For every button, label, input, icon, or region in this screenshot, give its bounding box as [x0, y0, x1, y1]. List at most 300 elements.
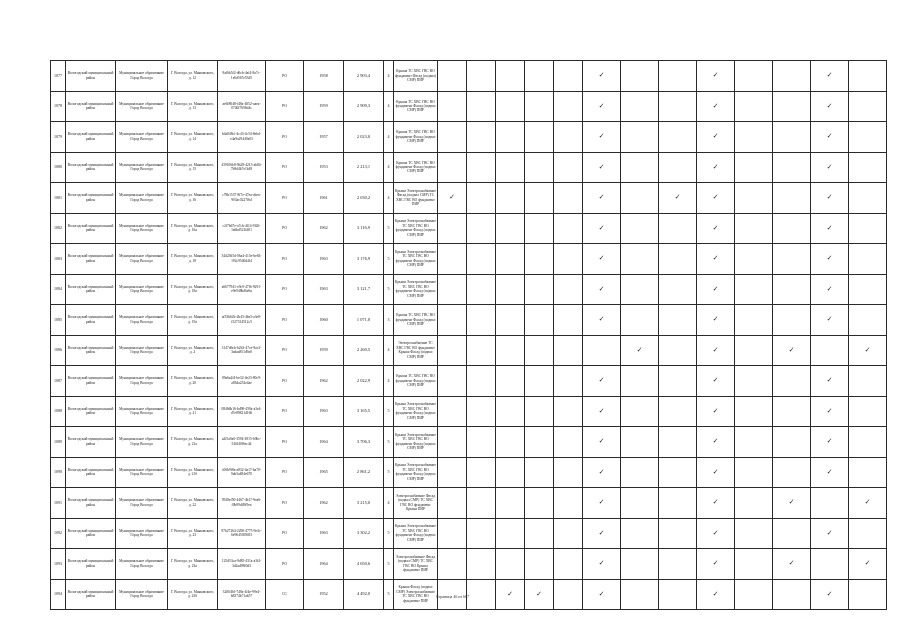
empty-cell — [659, 213, 697, 244]
table-row — [51, 305, 887, 336]
check-mark-icon: ✓ — [697, 488, 735, 519]
check-mark-icon: ✓ — [811, 244, 849, 275]
check-mark-icon: ✓ — [811, 122, 849, 153]
floors-cell: 5 — [384, 518, 394, 549]
empty-cell — [438, 366, 467, 397]
empty-cell — [773, 183, 811, 214]
empty-cell — [554, 396, 583, 427]
row-number: 1093 — [51, 549, 66, 580]
check-mark-icon: ✓ — [811, 91, 849, 122]
table-row — [51, 122, 887, 153]
empty-cell — [773, 518, 811, 549]
empty-cell — [496, 152, 525, 183]
check-mark-icon: ✓ — [697, 152, 735, 183]
row-number: 1091 — [51, 488, 66, 519]
guid-cell: 439106b0-9b28-4213-ab84-7b9d4b7e1b49 — [218, 152, 266, 183]
works-cell: Крыша Электроснабжение ТС ХВС ГВС ВО фундамент Фасад (подвал СМР) ПИР — [394, 457, 438, 488]
empty-cell — [554, 427, 583, 458]
address-cell: Г. Вологда, ул. Маяковского, д. 16 — [168, 183, 218, 214]
empty-cell — [621, 488, 659, 519]
address-cell: Г. Вологда, ул. Маяковского, д. 2 — [168, 335, 218, 366]
building-type-cell: РО — [266, 122, 304, 153]
empty-cell — [467, 396, 496, 427]
empty-cell — [525, 335, 554, 366]
check-mark-icon: ✓ — [583, 91, 621, 122]
area-cell: 3 165,5 — [344, 396, 384, 427]
check-mark-icon: ✓ — [697, 427, 735, 458]
empty-cell — [467, 488, 496, 519]
check-mark-icon: ✓ — [583, 244, 621, 275]
empty-cell — [849, 213, 887, 244]
empty-cell — [849, 122, 887, 153]
district-cell: Вологодский муниципальный район — [66, 335, 116, 366]
check-mark-icon: ✓ — [773, 549, 811, 580]
empty-cell — [621, 183, 659, 214]
empty-cell — [773, 396, 811, 427]
row-number: 1079 — [51, 122, 66, 153]
floors-cell: 5 — [384, 549, 394, 580]
works-cell: Крыша Электроснабжение ТС ХВС ГВС ВО фундамент Фасад (подвал СМР) ПИР — [394, 213, 438, 244]
empty-cell — [554, 183, 583, 214]
empty-cell — [773, 61, 811, 92]
row-number: 1094 — [51, 579, 66, 610]
empty-cell — [496, 183, 525, 214]
floors-cell: 5 — [384, 457, 394, 488]
empty-cell — [554, 274, 583, 305]
check-mark-icon: ✓ — [811, 61, 849, 92]
empty-cell — [735, 488, 773, 519]
empty-cell — [438, 335, 467, 366]
empty-cell — [659, 91, 697, 122]
row-number: 1088 — [51, 396, 66, 427]
empty-cell — [583, 335, 621, 366]
district-cell: Вологодский муниципальный район — [66, 457, 116, 488]
floors-cell: 5 — [384, 579, 394, 610]
empty-cell — [496, 305, 525, 336]
building-type-cell: РО — [266, 335, 304, 366]
empty-cell — [849, 61, 887, 92]
check-mark-icon: ✓ — [697, 213, 735, 244]
floors-cell: 4 — [384, 122, 394, 153]
check-mark-icon: ✓ — [697, 274, 735, 305]
year-cell: 1961 — [304, 183, 344, 214]
empty-cell — [735, 549, 773, 580]
year-cell: 1959 — [304, 335, 344, 366]
check-mark-icon: ✓ — [811, 305, 849, 336]
floors-cell: 4 — [384, 152, 394, 183]
check-mark-icon: ✓ — [659, 183, 697, 214]
empty-cell — [659, 61, 697, 92]
address-cell: Г. Вологда, ул. Маяковского, д. 23а — [168, 549, 218, 580]
floors-cell: 4 — [384, 488, 394, 519]
year-cell: 1963 — [304, 396, 344, 427]
empty-cell — [621, 274, 659, 305]
empty-cell — [773, 244, 811, 275]
district-cell: Вологодский муниципальный район — [66, 122, 116, 153]
empty-cell — [735, 366, 773, 397]
guid-cell: c2f7b67e-a7cb-4f14-9f26-1a6bd521fd01 — [218, 213, 266, 244]
address-cell: Г. Вологда, ул. Маяковского, д. 18 — [168, 244, 218, 275]
table-row — [51, 396, 887, 427]
year-cell: 1962 — [304, 366, 344, 397]
empty-cell — [438, 457, 467, 488]
check-mark-icon: ✓ — [697, 366, 735, 397]
empty-cell — [621, 305, 659, 336]
empty-cell — [525, 274, 554, 305]
area-cell: 3 302,2 — [344, 518, 384, 549]
guid-cell: c78b1537-8f7e-47ea-abea-903ac0227f6d — [218, 183, 266, 214]
building-type-cell: РО — [266, 305, 304, 336]
works-cell: Крыша Фасад (подвал СМР) Электроснабжение ТС ХВС ГВС ВО фундамент ПИР — [394, 579, 438, 610]
municipality-cell: Муниципальное образование Город Вологда — [116, 213, 168, 244]
empty-cell — [525, 213, 554, 244]
area-cell: 2 861,2 — [344, 457, 384, 488]
empty-cell — [554, 549, 583, 580]
empty-cell — [496, 274, 525, 305]
empty-cell — [621, 122, 659, 153]
building-type-cell: РО — [266, 396, 304, 427]
empty-cell — [659, 518, 697, 549]
empty-cell — [659, 335, 697, 366]
year-cell: 1952 — [304, 579, 344, 610]
district-cell: Вологодский муниципальный район — [66, 488, 116, 519]
empty-cell — [773, 305, 811, 336]
empty-cell — [525, 91, 554, 122]
empty-cell — [735, 61, 773, 92]
works-cell: Крыша ТС ХВС ГВС ВО фундамент Фасад (подвал СМР) ПИР — [394, 305, 438, 336]
area-cell: 2 903,4 — [344, 61, 384, 92]
empty-cell — [554, 61, 583, 92]
row-number: 1092 — [51, 518, 66, 549]
guid-cell: 97b27264-2290-4775-9e4c-6e96450f5683 — [218, 518, 266, 549]
year-cell: 1963 — [304, 244, 344, 275]
check-mark-icon: ✓ — [697, 457, 735, 488]
empty-cell — [621, 213, 659, 244]
row-number: 1086 — [51, 335, 66, 366]
empty-cell — [659, 396, 697, 427]
check-mark-icon: ✓ — [697, 183, 735, 214]
check-mark-icon: ✓ — [773, 488, 811, 519]
table-row — [51, 457, 887, 488]
empty-cell — [773, 152, 811, 183]
empty-cell — [525, 427, 554, 458]
check-mark-icon: ✓ — [583, 122, 621, 153]
district-cell: Вологодский муниципальный район — [66, 518, 116, 549]
empty-cell — [554, 91, 583, 122]
empty-cell — [621, 366, 659, 397]
empty-cell — [554, 152, 583, 183]
empty-cell — [525, 61, 554, 92]
empty-cell — [735, 518, 773, 549]
check-mark-icon: ✓ — [583, 518, 621, 549]
empty-cell — [621, 152, 659, 183]
empty-cell — [496, 122, 525, 153]
year-cell: 1964 — [304, 549, 344, 580]
table-row — [51, 152, 887, 183]
empty-cell — [467, 518, 496, 549]
area-cell: 2 909,3 — [344, 91, 384, 122]
check-mark-icon: ✓ — [697, 305, 735, 336]
check-mark-icon: ✓ — [811, 183, 849, 214]
empty-cell — [735, 91, 773, 122]
district-cell: Вологодский муниципальный район — [66, 61, 116, 92]
check-mark-icon: ✓ — [811, 396, 849, 427]
page-footer: Страница 46 из 667 — [435, 594, 470, 599]
empty-cell — [659, 305, 697, 336]
building-type-cell: РО — [266, 274, 304, 305]
check-mark-icon: ✓ — [811, 213, 849, 244]
empty-cell — [438, 518, 467, 549]
works-cell: Крыша Электроснабжение ТС ХВС ГВС ВО фундамент Фасад (подвал СМР) ПИР — [394, 427, 438, 458]
building-type-cell: СС — [266, 579, 304, 610]
municipality-cell: Муниципальное образование Город Вологда — [116, 61, 168, 92]
empty-cell — [525, 457, 554, 488]
municipality-cell: Муниципальное образование Город Вологда — [116, 518, 168, 549]
empty-cell — [773, 122, 811, 153]
empty-cell — [849, 305, 887, 336]
empty-cell — [659, 366, 697, 397]
address-cell: Г. Вологда, ул. Маяковского, д. 19а — [168, 305, 218, 336]
check-mark-icon: ✓ — [849, 488, 887, 519]
check-mark-icon: ✓ — [811, 579, 849, 610]
check-mark-icon: ✓ — [849, 549, 887, 580]
empty-cell — [554, 244, 583, 275]
year-cell: 1963 — [304, 518, 344, 549]
empty-cell — [525, 518, 554, 549]
address-cell: Г. Вологда, ул. Маяковского, д. 13 — [168, 91, 218, 122]
municipality-cell: Муниципальное образование Город Вологда — [116, 366, 168, 397]
empty-cell — [525, 549, 554, 580]
guid-cell: b4a848cf-4c43-4c54-8ebd-e4a9a29449a03 — [218, 122, 266, 153]
empty-cell — [849, 152, 887, 183]
address-cell: Г. Вологда, ул. Маяковского, д. 22 — [168, 488, 218, 519]
guid-cell: 08466b16-bd98-458a-a3e4-d7e89821d166 — [218, 396, 266, 427]
address-cell: Г. Вологда, ул. Маяковского, д. 18а — [168, 274, 218, 305]
guid-cell: c06b9f8a-a832-4a17-ba70-9ab5a484e670 — [218, 457, 266, 488]
municipality-cell: Муниципальное образование Город Вологда — [116, 335, 168, 366]
check-mark-icon: ✓ — [697, 122, 735, 153]
municipality-cell: Муниципальное образование Город Вологда — [116, 91, 168, 122]
municipality-cell: Муниципальное образование Город Вологда — [116, 457, 168, 488]
address-cell: Г. Вологда, ул. Маяковского, д. 12 — [168, 61, 218, 92]
guid-cell: 5928ef50-4467-4b17-9ea6-f0b99d49f9ea — [218, 488, 266, 519]
municipality-cell: Муниципальное образование Город Вологда — [116, 488, 168, 519]
empty-cell — [438, 91, 467, 122]
table-row — [51, 549, 887, 580]
table-row — [51, 366, 887, 397]
year-cell: 1960 — [304, 305, 344, 336]
empty-cell — [496, 91, 525, 122]
empty-cell — [735, 427, 773, 458]
year-cell: 1959 — [304, 91, 344, 122]
table-row — [51, 244, 887, 275]
empty-cell — [849, 457, 887, 488]
works-cell: Крыша Электроснабжение ТС ХВС ГВС ВО фундамент Фасад (подвал СМР) ПИР — [394, 274, 438, 305]
empty-cell — [467, 427, 496, 458]
empty-cell — [773, 457, 811, 488]
check-mark-icon: ✓ — [496, 579, 525, 610]
empty-cell — [621, 396, 659, 427]
check-mark-icon: ✓ — [697, 244, 735, 275]
address-cell: Г. Вологда, ул. Маяковского, д. 21 — [168, 396, 218, 427]
year-cell: 1963 — [304, 274, 344, 305]
empty-cell — [467, 122, 496, 153]
works-cell: Крыша Электроснабжение Фасад (подвал СМР) ТС ХВС ГВС ВО фундамент ПИР — [394, 183, 438, 214]
district-cell: Вологодский муниципальный район — [66, 579, 116, 610]
empty-cell — [438, 152, 467, 183]
district-cell: Вологодский муниципальный район — [66, 305, 116, 336]
table-row — [51, 518, 887, 549]
empty-cell — [735, 305, 773, 336]
empty-cell — [554, 335, 583, 366]
empty-cell — [496, 244, 525, 275]
floors-cell: 5 — [384, 213, 394, 244]
year-cell: 1953 — [304, 152, 344, 183]
guid-cell: af53b62b-2b43-4be3-a3e8-f327314512c5 — [218, 305, 266, 336]
municipality-cell: Муниципальное образование Город Вологда — [116, 396, 168, 427]
row-number: 1077 — [51, 61, 66, 92]
check-mark-icon: ✓ — [811, 152, 849, 183]
guid-cell: 34d2365d-06a4-413e-be84-192c9540d4f4 — [218, 244, 266, 275]
municipality-cell: Муниципальное образование Город Вологда — [116, 183, 168, 214]
empty-cell — [438, 122, 467, 153]
district-cell: Вологодский муниципальный район — [66, 213, 116, 244]
works-cell: Крыша ТС ХВС ГВС ВО фундамент Фасад (подвал) СМР) ПИР — [394, 61, 438, 92]
empty-cell — [554, 122, 583, 153]
empty-cell — [438, 213, 467, 244]
empty-cell — [554, 457, 583, 488]
works-cell: Крыша ТС ХВС ГВС ВО фундамент Фасад (подвал СМР) ПИР — [394, 366, 438, 397]
building-type-cell: РО — [266, 213, 304, 244]
empty-cell — [621, 518, 659, 549]
floors-cell: 5 — [384, 427, 394, 458]
district-cell: Вологодский муниципальный район — [66, 152, 116, 183]
check-mark-icon: ✓ — [697, 579, 735, 610]
empty-cell — [849, 274, 887, 305]
empty-cell — [467, 61, 496, 92]
year-cell: 1965 — [304, 457, 344, 488]
municipality-cell: Муниципальное образование Город Вологда — [116, 274, 168, 305]
empty-cell — [621, 427, 659, 458]
empty-cell — [621, 91, 659, 122]
check-mark-icon: ✓ — [583, 579, 621, 610]
empty-cell — [554, 518, 583, 549]
check-mark-icon: ✓ — [697, 335, 735, 366]
empty-cell — [525, 305, 554, 336]
row-number: 1083 — [51, 244, 66, 275]
empty-cell — [773, 366, 811, 397]
capital-repair-table — [50, 60, 887, 610]
district-cell: Вологодский муниципальный район — [66, 274, 116, 305]
floors-cell: 5 — [384, 396, 394, 427]
table-row — [51, 427, 887, 458]
building-type-cell: РО — [266, 366, 304, 397]
empty-cell — [496, 427, 525, 458]
municipality-cell: Муниципальное образование Город Вологда — [116, 122, 168, 153]
empty-cell — [467, 213, 496, 244]
empty-cell — [659, 549, 697, 580]
row-number: 1084 — [51, 274, 66, 305]
guid-cell: 32f0f46f-748a-4f4e-99e4-b8374b71ab57 — [218, 579, 266, 610]
check-mark-icon: ✓ — [583, 427, 621, 458]
guid-cell: 3147d6cb-b2b3-47ce-9ac3-3adaa851d9a0 — [218, 335, 266, 366]
row-number: 1087 — [51, 366, 66, 397]
works-cell: Электроснабжение Фасад (подвал СМР) ТС ХВС ГВС ВО фундамент Крыша ПИР — [394, 488, 438, 519]
address-cell: Г. Вологда, ул. Маяковского, д. 23 — [168, 518, 218, 549]
empty-cell — [849, 427, 887, 458]
guid-cell: a2f5a9a0-3594-4915-b9bc-526f40f6ec44 — [218, 427, 266, 458]
empty-cell — [773, 274, 811, 305]
check-mark-icon: ✓ — [583, 274, 621, 305]
area-cell: 2 022,9 — [344, 366, 384, 397]
empty-cell — [438, 549, 467, 580]
empty-cell — [735, 183, 773, 214]
area-cell: 2 023,0 — [344, 122, 384, 153]
empty-cell — [811, 549, 849, 580]
building-type-cell: РО — [266, 183, 304, 214]
check-mark-icon: ✓ — [811, 518, 849, 549]
check-mark-icon: ✓ — [697, 396, 735, 427]
empty-cell — [438, 244, 467, 275]
address-cell: Г. Вологда, ул. Маяковского, д. 20 — [168, 366, 218, 397]
empty-cell — [659, 244, 697, 275]
check-mark-icon: ✓ — [621, 335, 659, 366]
empty-cell — [621, 457, 659, 488]
empty-cell — [467, 152, 496, 183]
floors-cell: 3 — [384, 305, 394, 336]
empty-cell — [496, 213, 525, 244]
address-cell: Г. Вологда, ул. Маяковского, д. 21б — [168, 457, 218, 488]
year-cell: 1958 — [304, 61, 344, 92]
district-cell: Вологодский муниципальный район — [66, 549, 116, 580]
floors-cell: 4 — [384, 183, 394, 214]
table-row — [51, 91, 887, 122]
check-mark-icon: ✓ — [583, 213, 621, 244]
table-row — [51, 488, 887, 519]
row-number: 1085 — [51, 305, 66, 336]
empty-cell — [525, 488, 554, 519]
area-cell: 4 492,0 — [344, 579, 384, 610]
empty-cell — [735, 335, 773, 366]
empty-cell — [525, 366, 554, 397]
empty-cell — [849, 366, 887, 397]
district-cell: Вологодский муниципальный район — [66, 183, 116, 214]
table-row — [51, 183, 887, 214]
empty-cell — [438, 274, 467, 305]
district-cell: Вологодский муниципальный район — [66, 396, 116, 427]
empty-cell — [849, 244, 887, 275]
empty-cell — [467, 244, 496, 275]
check-mark-icon: ✓ — [811, 274, 849, 305]
check-mark-icon: ✓ — [438, 183, 467, 214]
empty-cell — [496, 396, 525, 427]
address-cell: Г. Вологда, ул. Маяковского, д. 16а — [168, 213, 218, 244]
floors-cell: 5 — [384, 244, 394, 275]
check-mark-icon: ✓ — [697, 518, 735, 549]
check-mark-icon: ✓ — [583, 152, 621, 183]
empty-cell — [467, 305, 496, 336]
empty-cell — [496, 549, 525, 580]
check-mark-icon: ✓ — [583, 488, 621, 519]
empty-cell — [525, 244, 554, 275]
empty-cell — [438, 61, 467, 92]
empty-cell — [735, 122, 773, 153]
row-number: 1081 — [51, 183, 66, 214]
empty-cell — [621, 244, 659, 275]
year-cell: 1964 — [304, 427, 344, 458]
year-cell: 1962 — [304, 213, 344, 244]
table-row — [51, 213, 887, 244]
